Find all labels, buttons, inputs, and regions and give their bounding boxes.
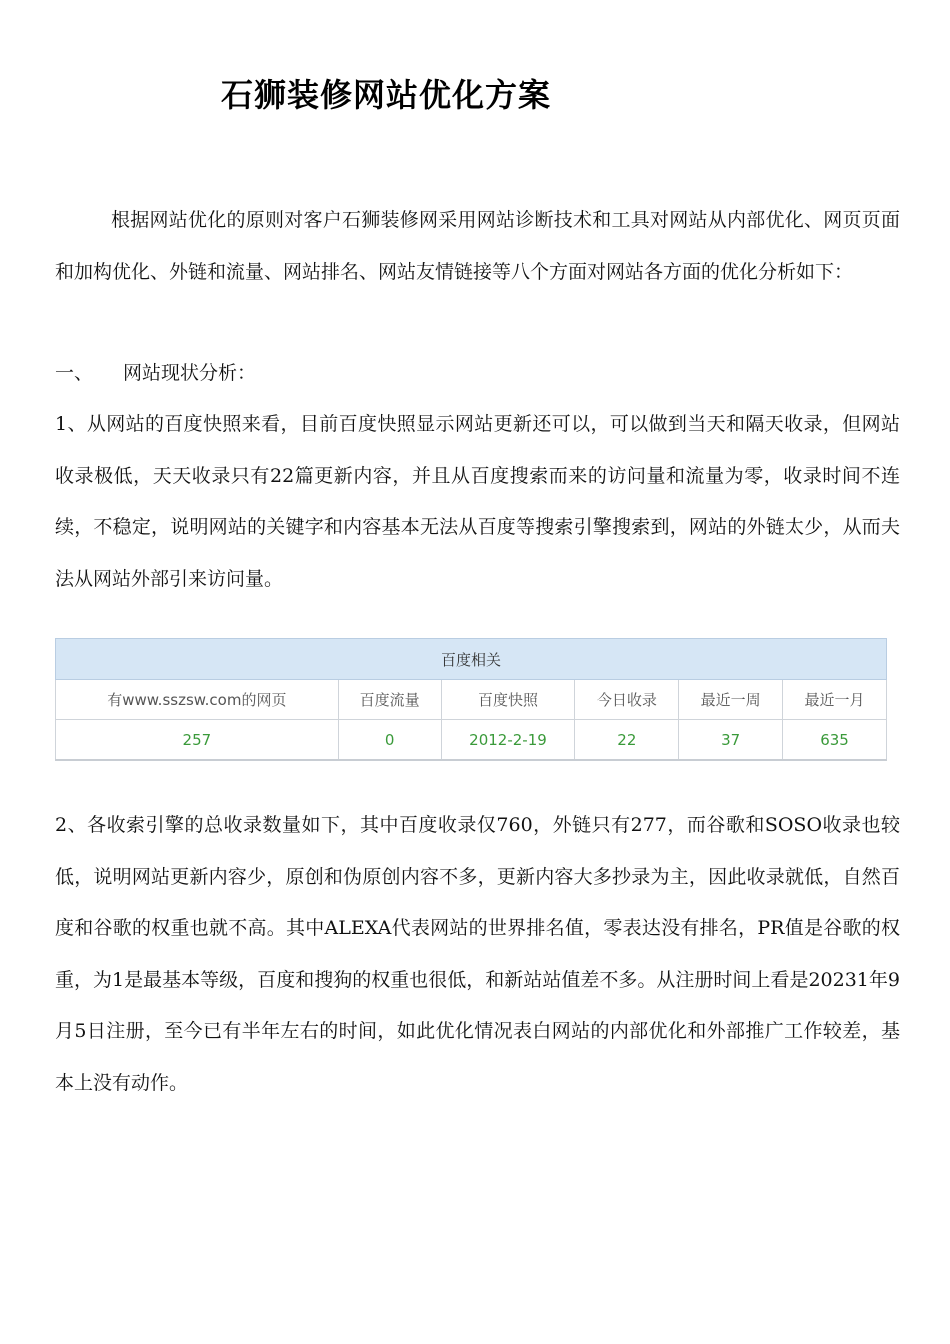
table-header-row xyxy=(56,680,887,720)
document-title: 石狮装修网站优化方案 xyxy=(221,76,552,114)
table-caption-row xyxy=(56,639,887,680)
value-last-week: 37 xyxy=(679,720,783,761)
value-baidu-traffic: 0 xyxy=(338,720,441,761)
section-heading-text: 网站现状分析： xyxy=(123,362,257,384)
header-last-week: 最近一周 xyxy=(679,680,783,720)
point-1-paragraph: 1、从网站的百度快照来看，目前百度快照显示网站更新还可以，可以做到当天和隔天收录，但网站收录极低，天天收录只有22篇更新内容，并且从百度搜索而来的访问量和流量为零，收录时间不连续，不稳定，说明网站的关键字和内容基本无法从百度等搜索引擎搜索到，网站的外链太少，从而夫法从网站外部引来访问量。 xyxy=(55,413,900,590)
header-baidu-snapshot: 百度快照 xyxy=(441,680,575,720)
value-baidu-snapshot: 2012-2-19 xyxy=(441,720,575,761)
section-heading xyxy=(55,348,900,400)
value-today-indexed: 22 xyxy=(575,720,679,761)
section-number: 一、 xyxy=(55,362,94,384)
header-last-month: 最近一月 xyxy=(783,680,887,720)
baidu-stats-table xyxy=(55,638,887,761)
value-indexed-pages: 257 xyxy=(56,720,339,761)
value-last-month: 635 xyxy=(783,720,887,761)
point-2-paragraph: 2、各收索引擎的总收录数量如下，其中百度收录仅760，外链只有277，而谷歌和SOSO收录也较低，说明网站更新内容少，原创和伪原创内容不多，更新内容大多抄录为主，因此收录就低，自然百度和谷歌的权重也就不高。其中ALEXA代表网站的世界排名值，零表达没有排名，PR值是谷歌的权重，为1是最基本等级，百度和搜狗的权重也很低，和新站站值差不多。从注册时间上看是20231年9月5日注册，至今已有半年左右的时间，如此优化情况表白网站的内部优化和外部推广工作较差，基本上没有动作。 xyxy=(55,814,900,1094)
table-row xyxy=(56,720,887,761)
header-indexed-pages: 有www.sszsw.com的网页 xyxy=(56,680,339,720)
intro-paragraph: 根据网站优化的原则对客户石狮装修网采用网站诊断技术和工具对网站从内部优化、网页页面和加构优化、外链和流量、网站排名、网站友情链接等八个方面对网站各方面的优化分析如下： xyxy=(55,209,900,283)
table-caption: 百度相关 xyxy=(56,639,887,680)
header-today-indexed: 今日收录 xyxy=(575,680,679,720)
header-baidu-traffic: 百度流量 xyxy=(338,680,441,720)
